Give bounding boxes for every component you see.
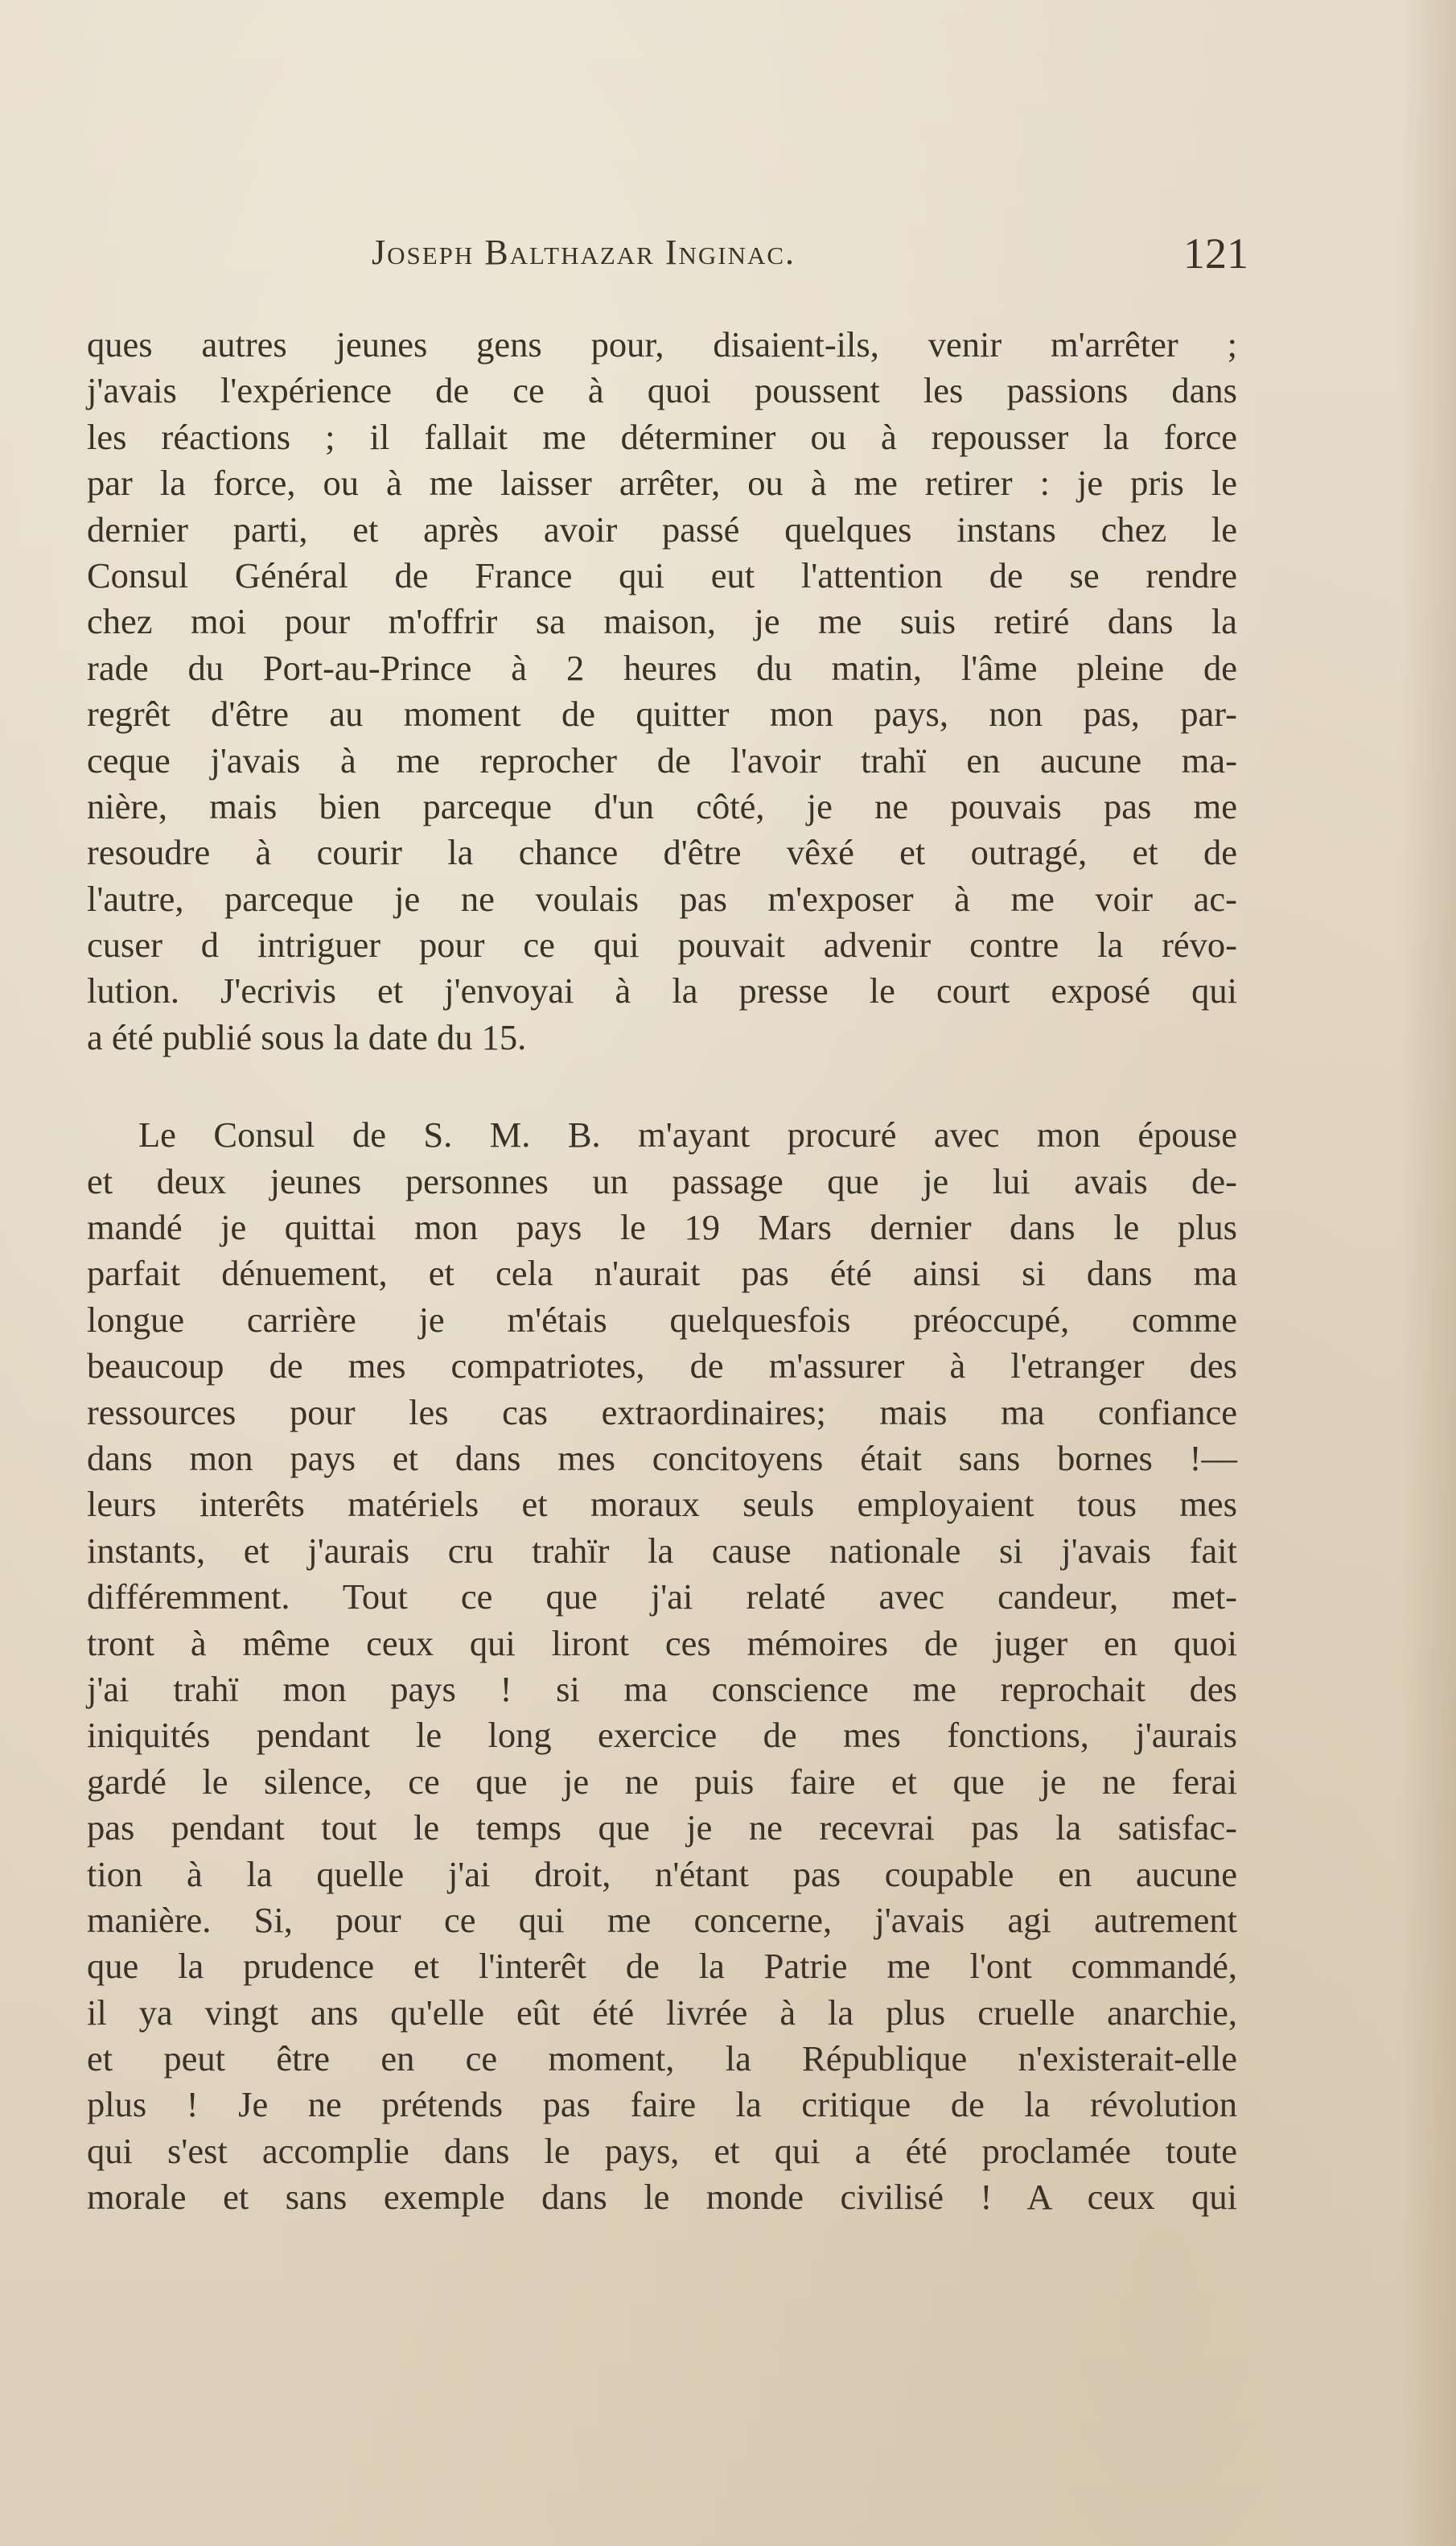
- text-line: les réactions ; il fallait me déterminer ou à repousser la force: [87, 416, 1237, 457]
- text-line: que la prudence et l'interêt de la Patrie me l'ont commandé,: [87, 1946, 1237, 1987]
- text-line: mandé je quittai mon pays le 19 Mars dernier dans le plus: [87, 1207, 1237, 1248]
- page-number: 121: [1183, 229, 1248, 278]
- text-line: manière. Si, pour ce qui me concerne, j'avais agi autrement: [87, 1899, 1237, 1940]
- text-line: il ya vingt ans qu'elle eût été livrée à la plus cruelle anarchie,: [87, 1992, 1237, 2033]
- text-line: regrêt d'être au moment de quitter mon pays, non pas, par-: [87, 694, 1237, 735]
- text-line: cuser d intriguer pour ce qui pouvait advenir contre la révo-: [87, 925, 1237, 966]
- text-line: gardé le silence, ce que je ne puis faire et que je ne ferai: [87, 1761, 1237, 1802]
- text-line: ceque j'avais à me reprocher de l'avoir trahï en aucune ma-: [87, 739, 1237, 781]
- text-line: iniquités pendant le long exercice de mes fonctions, j'aurais: [87, 1715, 1237, 1756]
- text-line: par la force, ou à me laisser arrêter, ou à me retirer : je pris le: [87, 463, 1237, 504]
- paragraph-spacer: [87, 1061, 1237, 1112]
- text-line: tion à la quelle j'ai droit, n'étant pas coupable en aucune: [87, 1853, 1237, 1894]
- text-line: resoudre à courir la chance d'être vêxé et outragé, et de: [87, 832, 1237, 873]
- text-line: a été publié sous la date du 15.: [87, 1016, 527, 1057]
- text-line: qui s'est accomplie dans le pays, et qui a été proclamée toute: [87, 2130, 1237, 2171]
- text-line: l'autre, parceque je ne voulais pas m'exposer à me voir ac-: [87, 878, 1237, 919]
- text-line: chez moi pour m'offrir sa maison, je me suis retiré dans la: [87, 601, 1237, 642]
- text-line: dernier parti, et après avoir passé quelques instans chez le: [87, 509, 1237, 550]
- text-line: tront à même ceux qui liront ces mémoires de juger en quoi: [87, 1622, 1237, 1663]
- text-line: et peut être en ce moment, la République n'existerait-elle: [87, 2038, 1237, 2079]
- text-line: ques autres jeunes gens pour, disaient-ils, venir m'arrêter ;: [87, 324, 1237, 365]
- text-line: différemment. Tout ce que j'ai relaté avec candeur, met-: [87, 1576, 1237, 1617]
- paragraph-2: [87, 1112, 1237, 2220]
- paragraph-1: [87, 322, 1237, 1061]
- text-line: Consul Général de France qui eut l'attention de se rendre: [87, 554, 1237, 595]
- text-line: dans mon pays et dans mes concitoyens était sans bornes !—: [87, 1437, 1237, 1478]
- text-line: longue carrière je m'étais quelquesfois préoccupé, comme: [87, 1299, 1237, 1340]
- text-line: rade du Port-au-Prince à 2 heures du matin, l'âme pleine de: [87, 647, 1237, 688]
- text-line: ressources pour les cas extraordinaires; mais ma confiance: [87, 1391, 1237, 1432]
- text-line: morale et sans exemple dans le monde civilisé ! A ceux qui: [87, 2177, 1237, 2218]
- text-line: beaucoup de mes compatriotes, de m'assurer à l'etranger des: [87, 1345, 1237, 1386]
- text-line: nière, mais bien parceque d'un côté, je ne pouvais pas me: [87, 785, 1237, 826]
- text-line: instants, et j'aurais cru trahïr la cause nationale si j'avais fait: [87, 1530, 1237, 1571]
- page-edge-shading: [1400, 0, 1456, 2546]
- text-line: parfait dénuement, et cela n'aurait pas été ainsi si dans ma: [87, 1253, 1237, 1294]
- text-line-indented: Le Consul de S. M. B. m'ayant procuré avec mon épouse: [138, 1114, 1237, 1156]
- body-text: [87, 322, 1237, 2221]
- text-line: j'avais l'expérience de ce à quoi poussent les passions dans: [87, 370, 1237, 411]
- running-title: Joseph Balthazar Inginac.: [372, 233, 796, 272]
- text-line: j'ai trahï mon pays ! si ma conscience me reprochait des: [87, 1668, 1237, 1709]
- text-line: lution. J'ecrivis et j'envoyai à la presse le court exposé qui: [87, 970, 1237, 1011]
- text-line: et deux jeunes personnes un passage que je lui avais de-: [87, 1160, 1237, 1201]
- text-line: leurs interêts matériels et moraux seuls employaient tous mes: [87, 1484, 1237, 1525]
- page-header: [372, 229, 1248, 288]
- text-line: pas pendant tout le temps que je ne recevrai pas la satisfac-: [87, 1807, 1237, 1848]
- text-line: plus ! Je ne prétends pas faire la critique de la révolution: [87, 2084, 1237, 2125]
